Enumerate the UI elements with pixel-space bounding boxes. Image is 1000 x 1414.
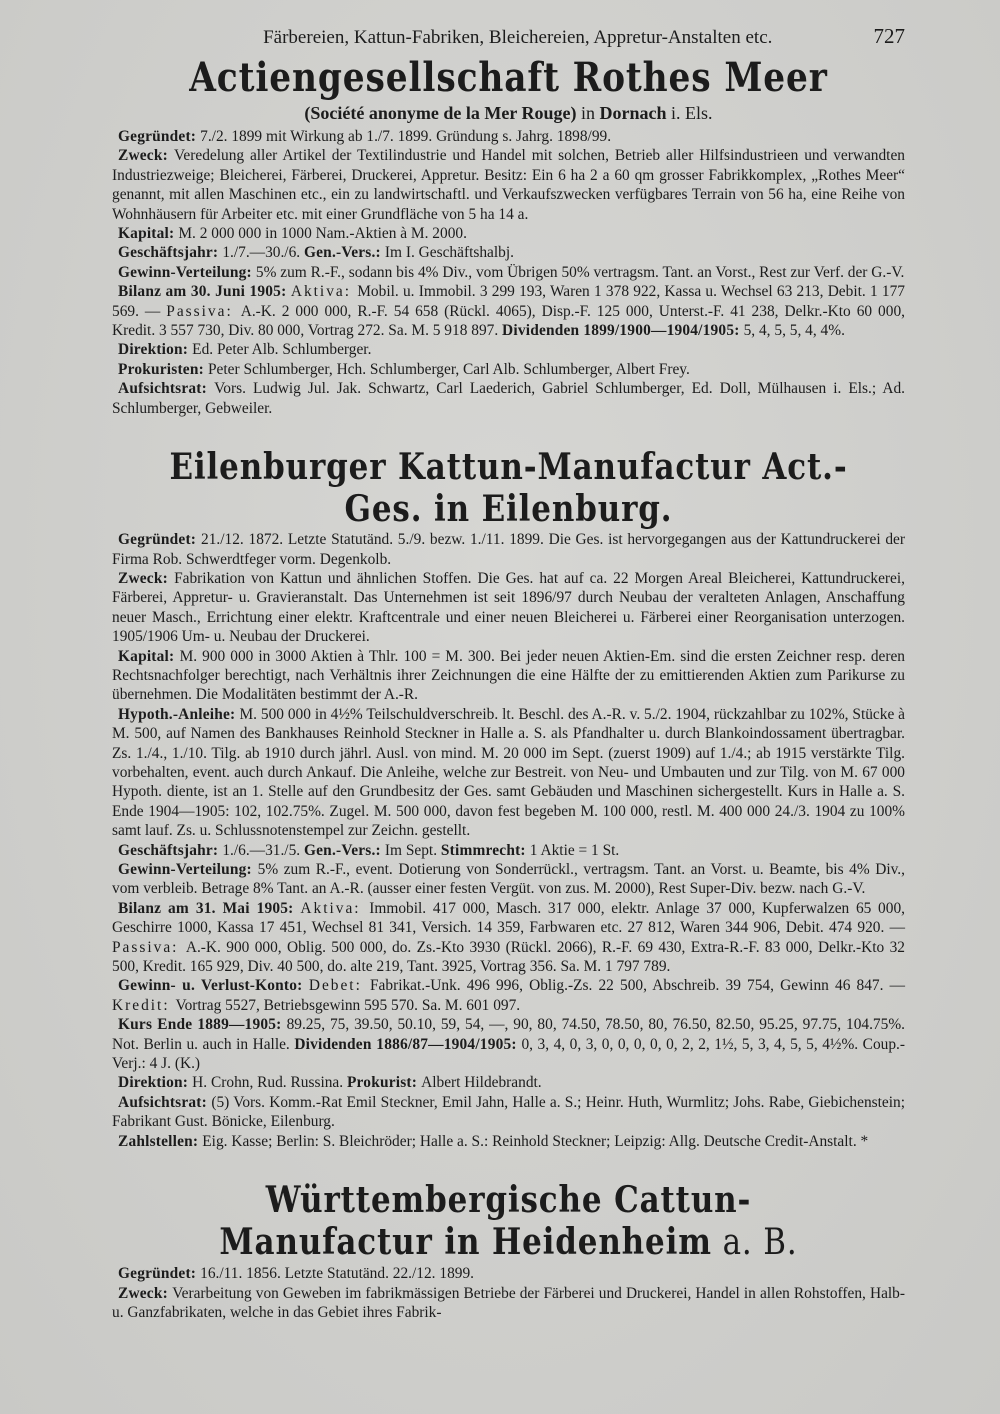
label-passiva: Passiva: — [166, 302, 241, 320]
value: 16./11. 1856. Letzte Statutänd. 22./12. 1899. — [200, 1265, 475, 1283]
value: 1./6.—31./5. — [222, 841, 304, 859]
entry-subtitle — [112, 101, 905, 125]
value: 5% zum R.-F., sodann bis 4% Div., vom Übrigen 50% vertragsm. Tant. an Vorst., Rest zur Verf. der G.-V. — [255, 263, 905, 281]
value: Eig. Kasse; Berlin: S. Bleichröder; Halle a. S.: Reinhold Steckner; Leipzig: Allg. Deutsche Credit-Anstalt. * — [202, 1132, 869, 1150]
para-kapital — [112, 224, 905, 243]
value: Ed. Peter Alb. Schlumberger. — [192, 341, 372, 359]
label: Direktion: — [118, 341, 193, 359]
label-passiva: Passiva: — [112, 938, 186, 956]
label: Gewinn- u. Verlust-Konto: — [118, 977, 309, 995]
label: Geschäftsjahr: — [118, 841, 223, 859]
label: Aufsichtsrat: — [118, 380, 215, 398]
label: Gen.-Vers.: — [303, 244, 385, 262]
para-gegruendet — [112, 530, 905, 569]
label: Dividenden 1899/1900—1904/1905: — [502, 322, 744, 340]
value: 1./7.—30./6. — [222, 244, 304, 262]
value: M. 900 000 in 3000 Aktien à Thlr. 100 = M. 300. Bei jeder neuen Aktien-Em. sind die ersten Zeichner resp. deren Rechtsnachfolger berechtigt, nach Verhältnis ihrer Zeichnungen die eine Hälfte der zu emittierenden Aktien zum Parikurse zu übernehmen. Die Modalitäten bestimmt der A.-R. — [112, 647, 906, 704]
running-head-title: Färbereien, Kattun-Fabriken, Bleichereien, Appretur-Anstalten etc. — [263, 27, 773, 48]
value: A.-K. 900 000, Oblig. 500 000, do. Zs.-Kto 3930 (Rückl. 2066), R.-F. 69 430, Extra-R.-F. 83 000, Delkr.-Kto 32 500, Kredit. 165 929, Div. 40 500, do. alte 219, Tant. 3925, Vortrag 356. Sa. M. 1 797 789. — [112, 938, 906, 976]
value: M. 500 000 in 4½% Teilschuldverschreib. lt. Beschl. des A.-R. v. 5./2. 1904, rückzahlbar zu 102%, Stücke à M. 500, auf Namen des Bankhauses Reinhold Steckner in Halle a. S. als Pfandhalter u. durch Blankoindossament übertragbar. Zs. 1./4., 1./10. Tilg. ab 1910 durch jährl. Ausl. von mind. M. 20 000 im Sept. (zuerst 1909) auf 1./4.; ab 1915 verstärkte Tilg. vorbehalten, event. auch durch Ankauf. Die Anleihe, welche zur Bestreit. von Neu- und Umbauten und zur Tilg. von M. 67 000 Hypoth. diente, ist an 1. Stelle auf den Grundbesitz der Ges. samt Gebäuden und Maschinen sichergestellt. Kurs in Halle a. S. Ende 1904—1905: 102, 102.75%. Zugel. M. 500 000, davon fest begeben M. 100 000, restl. M. 400 000 24./3. 1904 zu 100% samt lauf. Zs. u. Schlussnotenstempel zur Zeichn. gestellt. — [112, 705, 906, 840]
para-aufsichtsrat — [112, 1093, 905, 1132]
label: Zweck: — [118, 1284, 173, 1302]
label: Bilanz am 31. Mai 1905: — [118, 899, 301, 917]
para-gewinn-verteilung — [112, 263, 905, 282]
para-zweck — [112, 146, 905, 224]
label: Kapital: — [118, 647, 180, 665]
label: Gewinn-Verteilung: — [118, 861, 258, 878]
label: Direktion: — [118, 1074, 193, 1092]
label-aktiva: Aktiva: — [290, 283, 358, 301]
entry-title-end: a. B. — [711, 1222, 798, 1264]
label: Gegründet: — [118, 128, 201, 145]
value: 1 Aktie = 1 St. — [529, 841, 620, 859]
value: 21./12. 1872. Letzte Statutänd. 5./9. bezw. 1./11. 1899. Die Ges. ist hervorgegangen aus der Kattundruckerei der Firma Rob. Schwerdtfeger vorm. Degenkolb. — [112, 531, 905, 568]
entry-wuerttembergische — [112, 1179, 905, 1322]
entry-title: Eilenburger Kattun-Manufactur Act.-Ges. in Eilenburg. — [169, 446, 848, 531]
label: Kurs Ende 1889—1905: — [118, 1016, 287, 1034]
value: Im I. Geschäftshalbj. — [384, 244, 514, 262]
value: Vortrag 5527, Betriebsgewinn 595 570. Sa. M. 601 097. — [175, 996, 521, 1014]
label-aktiva: Aktiva: — [300, 899, 370, 917]
para-bilanz — [112, 282, 905, 340]
para-geschaeftsjahr — [112, 841, 905, 860]
value: Vors. Ludwig Jul. Jak. Schwartz, Carl Laederich, Gabriel Schlumberger, Ed. Doll, Mülhausen i. Els.; Ad. Schlumberger, Gebweiler. — [112, 380, 905, 417]
entry-title: Actiengesellschaft Rothes Meer — [189, 54, 828, 101]
label: Kapital: — [118, 225, 179, 243]
page-number: 727 — [873, 24, 905, 48]
label: Zweck: — [118, 569, 175, 587]
entry-rothes-meer — [112, 55, 905, 418]
label-kredit: Kredit: — [112, 996, 176, 1014]
label: Gewinn-Verteilung: — [118, 263, 256, 281]
label: Aufsichtsrat: — [118, 1093, 212, 1111]
entry-title-main: Württembergische Cattun-Manufactur in Heidenheim — [219, 1179, 752, 1264]
spacer — [112, 1151, 905, 1173]
subtitle-end: i. Els. — [666, 103, 713, 123]
para-geschaeftsjahr — [112, 243, 905, 262]
para-bilanz — [112, 899, 905, 977]
value: H. Crohn, Rud. Russina. — [192, 1074, 347, 1092]
value: Fabrikation von Kattun und ähnlichen Stoffen. Die Ges. hat auf ca. 22 Morgen Areal Bleicherei, Kattundruckerei, Färberei, Appretur- u. Gravieranstalt. Das Unternehmen ist seit 1896/97 durch Neubau der veralteten Anlagen, Anschaffung neuer Masch., Errichtung einer elektr. Kraftcentrale und einer neuen Bleicherei u. Färberei einer Reorganisation unterzogen. 1905/1906 Um- u. Neubau der Druckerei. — [112, 569, 905, 646]
value: Mobil. u. Immobil. 3 299 193, Waren 1 378 922, Kassa u. Wechsel 63 213, Debit. 1 177 569. — — [112, 283, 905, 320]
para-kurs — [112, 1015, 905, 1073]
value: Peter Schlumberger, Hch. Schlumberger, Carl Alb. Schlumberger, Albert Frey. — [207, 360, 690, 378]
para-gewinn-verteilung — [112, 860, 905, 899]
value: (5) Vors. Komm.-Rat Emil Steckner, Emil Jahn, Halle a. S.; Heinr. Huth, Wurmlitz; Johs. Rabe, Giebichenstein; Fabrikant Gust. Bönicke, Eilenburg. — [112, 1093, 905, 1131]
para-gewinn-verlust — [112, 976, 905, 1015]
entry-eilenburger — [112, 446, 905, 1151]
label: Stimmrecht: — [440, 841, 530, 859]
value: 89.25, 75, 39.50, 50.10, 59, 54, —, 90, 80, 74.50, 78.50, 80, 76.50, 82.50, 95.25, 97.75, 104.75%. Not. Berlin u. auch in Halle. — [112, 1016, 905, 1053]
label: Zahlstellen: — [118, 1132, 203, 1150]
para-direktion — [112, 1073, 905, 1092]
entry-title — [168, 1179, 850, 1264]
para-kapital — [112, 647, 905, 705]
label-debet: Debet: — [308, 977, 370, 995]
label: Gegründet: — [118, 1265, 201, 1283]
subtitle-in: in — [576, 103, 600, 123]
para-gegruendet — [112, 127, 905, 146]
value: 0, 3, 4, 0, 3, 0, 0, 0, 0, 0, 2, 2, 1½, 5, 3, 4, 5, 5, 4½%. Coup.-Verj.: 4 J. (K.) — [112, 1035, 905, 1073]
label: Gegründet: — [118, 531, 202, 549]
label: Bilanz am 30. Juni 1905: — [118, 283, 291, 301]
subtitle-place: Dornach — [599, 103, 667, 123]
label: Hypoth.-Anleihe: — [118, 705, 240, 723]
value: Fabrikat.-Unk. 496 996, Oblig.-Zs. 22 500, Abschreib. 39 754, Gewinn 46 847. — — [370, 977, 906, 995]
value: Verarbeitung von Geweben im fabrikmässigen Betriebe der Färberei und Druckerei, Handel in allen Rohstoffen, Halb- u. Ganzfabrikaten, welche in das Gebiet ihres Fabrik- — [112, 1284, 905, 1321]
label: Zweck: — [118, 147, 174, 165]
para-zahlstellen — [112, 1132, 905, 1151]
value: Im Sept. — [384, 841, 441, 859]
para-zweck — [112, 569, 905, 647]
value: 7./2. 1899 mit Wirkung ab 1./7. 1899. Gründung s. Jahrg. 1898/99. — [200, 128, 612, 145]
para-direktion — [112, 340, 905, 359]
value: M. 2 000 000 in 1000 Nam.-Aktien à M. 2000. — [178, 225, 467, 243]
label: Prokuristen: — [118, 360, 208, 378]
value: Immobil. 417 000, Masch. 317 000, elektr. Anlage 37 000, Kupferwalzen 65 000, Geschirre 1000, Kassa 17 451, Wechsel 81 341, Versich. 14 359, Farbwaren etc. 27 812, Waren 344 906, Debit. 474 920. — — [112, 899, 905, 937]
label: Prokurist: — [346, 1074, 422, 1092]
para-gegruendet — [112, 1264, 905, 1283]
value: Veredelung aller Artikel der Textilindustrie und Handel mit solchen, Betrieb aller Hilfsindustrieen und verwandten Industriezweige; Bleicherei, Färberei, Druckerei, Appretur. Besitz: Ein 6 ha 2 a 60 qm grosser Fabrikkomplex, „Rothes Meer“ genannt, mit allen Maschinen etc., ein zu landwirtschaftl. und Verkaufszwecken verfügbares Terrain von 56 ha, eine Reihe von Wohnhäusern für Arbeiter etc. mit einer Grundfläche von 5 ha 14 a. — [112, 147, 905, 223]
value: A.-K. 2 000 000, R.-F. 54 658 (Rückl. 4065), Disp.-F. 125 000, Unterst.-F. 41 238, Delkr.-Kto 60 000, Kredit. 3 557 730, Div. 80 000, Vortrag 272. Sa. M. 5 918 897. — [112, 302, 905, 340]
value: 5, 4, 5, 5, 4, 4%. — [743, 322, 845, 340]
label: Dividenden 1886/87—1904/1905: — [294, 1035, 522, 1053]
spacer — [112, 418, 905, 440]
running-head — [112, 24, 905, 49]
subtitle-french: (Société anonyme de la Mer Rouge) — [304, 103, 577, 123]
para-hypoth-anleihe — [112, 705, 905, 841]
label: Geschäftsjahr: — [118, 244, 223, 262]
label: Gen.-Vers.: — [303, 841, 385, 859]
para-prokuristen — [112, 360, 905, 379]
para-aufsichtsrat — [112, 379, 905, 418]
value: Albert Hildebrandt. — [421, 1074, 542, 1092]
value: 5% zum R.-F., event. Dotierung von Sonderrückl., vertragsm. Tant. an Vorst. u. Beamte, bis 4% Div., vom verbleib. Betrage 8% Tant. an A.-R. (ausser einer festen Vergüt. von zus. M. 2000), Rest Super-Div. bezw. nach G.-V. — [112, 861, 905, 898]
para-zweck — [112, 1284, 905, 1323]
